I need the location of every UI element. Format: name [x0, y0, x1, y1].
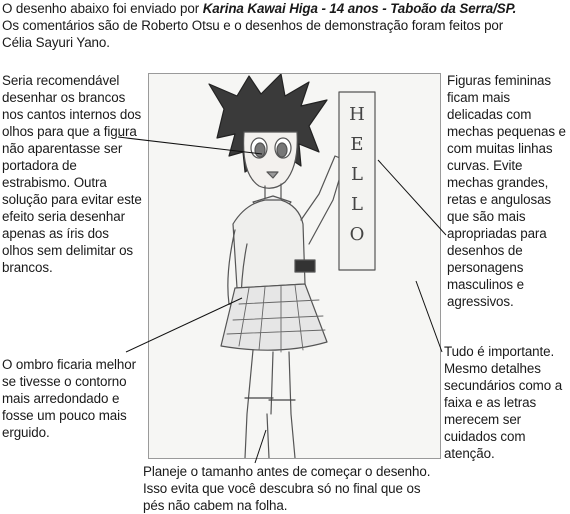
note-detail: Tudo é importante. Mesmo detalhes secundários como a faixa e as letras merecem ser cuidados com atenção.: [444, 344, 563, 461]
intro-prefix: O desenho abaixo foi enviado por: [2, 1, 203, 16]
intro-line-2: Os comentários são de Roberto Otsu e o desenhos de demonstração foram feitos por: [2, 18, 504, 33]
leader-shoulder: [126, 298, 242, 352]
leader-detail: [416, 281, 442, 352]
sign-letter: L: [351, 194, 363, 215]
note-bottom: Planeje o tamanho antes de começar o desenho. Isso evita que você descubra só no final que os pés não cabem na folha.: [143, 464, 431, 513]
leader-eyes: [118, 137, 262, 154]
intro-author: Karina Kawai Higa - 14 anos - Taboão da Serra/SP.: [202, 1, 517, 16]
note-eyes: Seria recomendável desenhar os brancos nos cantos internos dos olhos para que a figura não aparentasse ser portadora de estrabismo. Outra solução para evitar este efeito seria desenhar apenas as íris dos olhos sem delimitar os brancos.: [2, 73, 142, 275]
note-shoulder: O ombro ficaria melhor se tivesse o contorno mais arredondado e fosse um pouco mais erguido.: [2, 357, 136, 440]
note-hair: Figuras femininas ficam mais delicadas com mechas pequenas e com muitas linhas curvas. Evite mechas grandes, retas e angulosas que são mais apropriadas para desenhos de personagens masculinos e agressivos.: [447, 73, 566, 309]
sign-letter: E: [350, 134, 364, 155]
leader-hair: [378, 160, 446, 235]
sign-letter: L: [351, 164, 363, 185]
sign-letter: H: [349, 104, 365, 125]
sign-letter: O: [349, 224, 365, 245]
leader-bottom: [255, 430, 266, 463]
intro-line-3: Célia Sayuri Yano.: [2, 35, 110, 50]
